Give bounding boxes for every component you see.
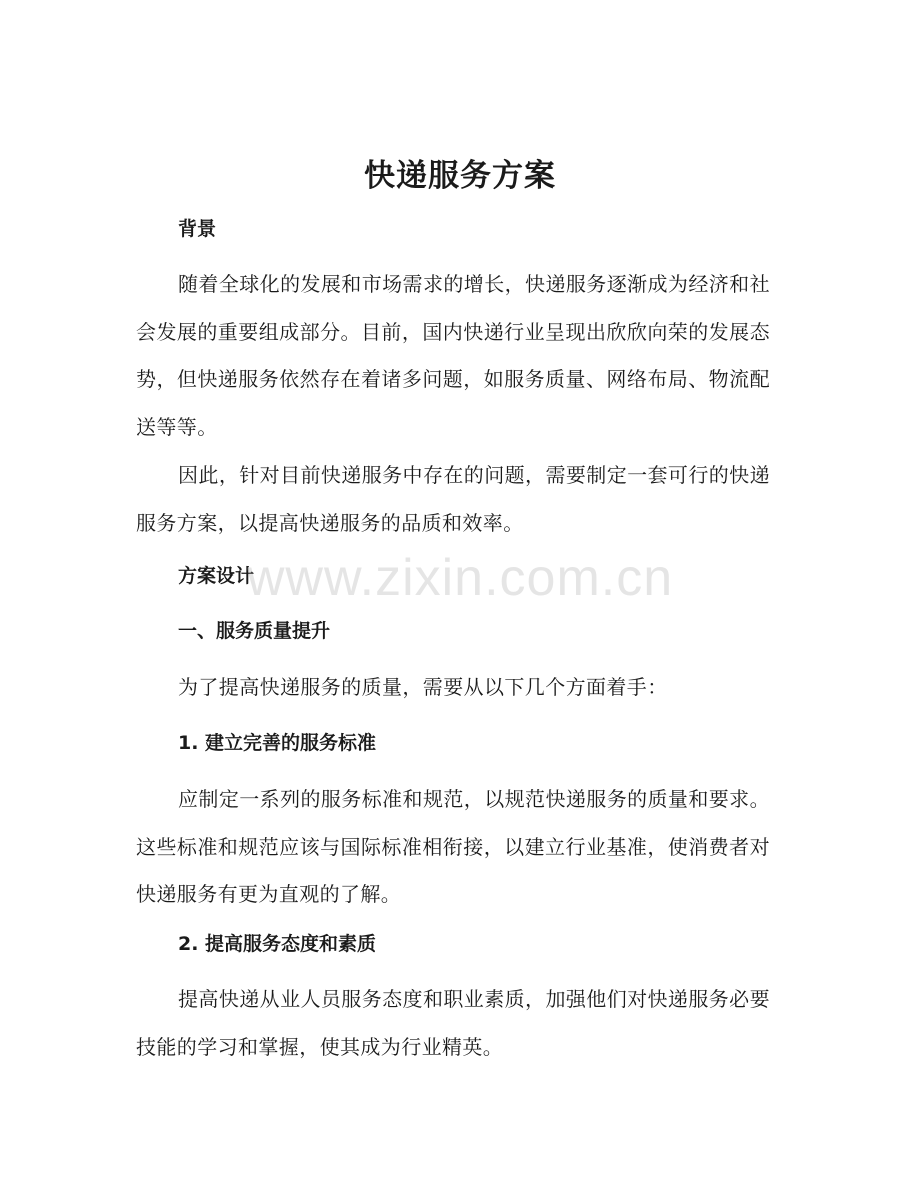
attitude-paragraph: 提高快递从业人员服务态度和职业素质，加强他们对快递服务必要技能的学习和掌握，使其成为行业精英。 — [136, 987, 770, 1059]
item-heading-standards: 1. 建立完善的服务标准 — [178, 732, 377, 754]
item-heading-attitude: 2. 提高服务态度和素质 — [178, 933, 377, 955]
background-paragraph-2: 因此，针对目前快递服务中存在的问题，需要制定一套可行的快递服务方案，以提高快递服务的品质和效率。 — [136, 463, 770, 535]
standards-paragraph: 应制定一系列的服务标准和规范，以规范快递服务的质量和要求。这些标准和规范应该与国际标准相衔接，以建立行业基准，使消费者对快递服务有更为直观的了解。 — [136, 787, 770, 906]
document-title: 快递服务方案 — [364, 158, 556, 194]
section-heading-background: 背景 — [178, 218, 217, 240]
quality-intro-paragraph: 为了提高快递服务的质量，需要从以下几个方面着手： — [178, 675, 668, 699]
section-heading-design: 方案设计 — [178, 565, 255, 587]
subsection-heading-quality: 一、服务质量提升 — [178, 620, 331, 642]
site-watermark: www.zixin.com.cn — [246, 549, 674, 607]
background-paragraph-1: 随着全球化的发展和市场需求的增长，快递服务逐渐成为经济和社会发展的重要组成部分。目前，国内快递行业呈现出欣欣向荣的发展态势，但快递服务依然存在着诸多问题，如服务质量、网络布局、物流配送等等。 — [136, 272, 770, 439]
